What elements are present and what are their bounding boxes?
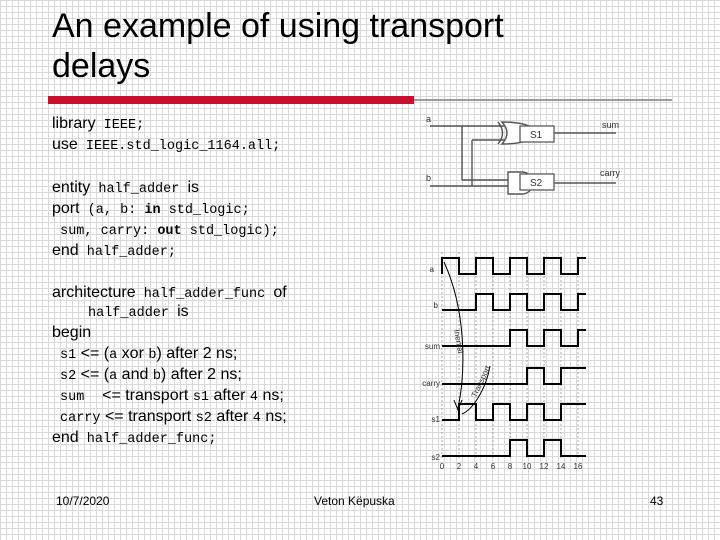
code-line-use: use IEEE.std_logic_1164.all; — [52, 136, 281, 154]
tick-label-4: 4 — [473, 462, 479, 471]
tick-label-8: 8 — [507, 462, 513, 471]
signal-label-carry: carry — [422, 379, 440, 388]
tick-label-0: 0 — [439, 462, 445, 471]
code-line-carry: carry <= transport s2 after 4 ns; — [60, 408, 287, 426]
code-line-port-outputs: sum, carry: out std_logic); — [52, 224, 279, 239]
circuit-label-b: b — [426, 173, 432, 183]
code-line-port: port (a, b: in std_logic; — [52, 200, 250, 218]
footer-page-number: 43 — [650, 494, 664, 508]
gate-label-s1: S1 — [530, 130, 543, 141]
timing-diagram — [416, 250, 606, 472]
code-line-sum: sum <= transport s1 after 4 ns; — [60, 387, 284, 405]
code-line-s2: s2 <= (a and b) after 2 ns; — [60, 366, 242, 384]
circuit-label-sum: sum — [602, 120, 620, 130]
code-line-architecture: architecture half_adder_func of — [52, 284, 287, 302]
signal-label-b: b — [433, 301, 438, 310]
tick-label-6: 6 — [490, 462, 496, 471]
tick-label-2: 2 — [456, 462, 462, 471]
circuit-label-carry: carry — [600, 168, 620, 178]
code-line-end-entity: end half_adder; — [52, 242, 176, 260]
code-line-end-arch: end half_adder_func; — [52, 429, 217, 447]
title-underline-grey — [414, 99, 672, 101]
tick-label-14: 14 — [556, 462, 566, 471]
signal-label-sum: sum — [424, 342, 440, 351]
code-line-begin: begin — [52, 324, 92, 341]
circuit-label-a: a — [426, 114, 432, 124]
title-line-1: An example of using transport — [52, 7, 504, 45]
footer-date: 10/7/2020 — [56, 494, 110, 508]
waveform-b — [442, 294, 586, 310]
signal-label-s2: s2 — [431, 453, 440, 462]
signal-label-a: a — [429, 265, 434, 274]
code-line-library: library IEEE; — [52, 115, 145, 133]
inertial-label: Inertial — [452, 328, 466, 354]
code-line-s1: s1 <= (a xor b) after 2 ns; — [60, 345, 238, 363]
tick-label-10: 10 — [522, 462, 532, 471]
title-line-2: delays — [52, 47, 151, 85]
footer-author: Veton Këpuska — [314, 494, 395, 508]
waveform-s1 — [442, 404, 586, 420]
gate-label-s2: S2 — [530, 178, 543, 189]
code-line-architecture-cont: half_adder is — [88, 303, 189, 321]
code-line-entity: entity half_adder is — [52, 179, 200, 197]
transport-label: Transport — [469, 364, 493, 399]
tick-label-12: 12 — [539, 462, 549, 471]
slide-title — [52, 6, 652, 86]
signal-label-s1: s1 — [431, 415, 440, 424]
title-underline-red — [48, 96, 414, 104]
waveform-s2 — [442, 440, 586, 456]
tick-label-16: 16 — [573, 462, 583, 471]
half-adder-circuit — [412, 114, 632, 204]
waveform-a — [442, 258, 586, 274]
waveform-carry — [442, 368, 586, 384]
